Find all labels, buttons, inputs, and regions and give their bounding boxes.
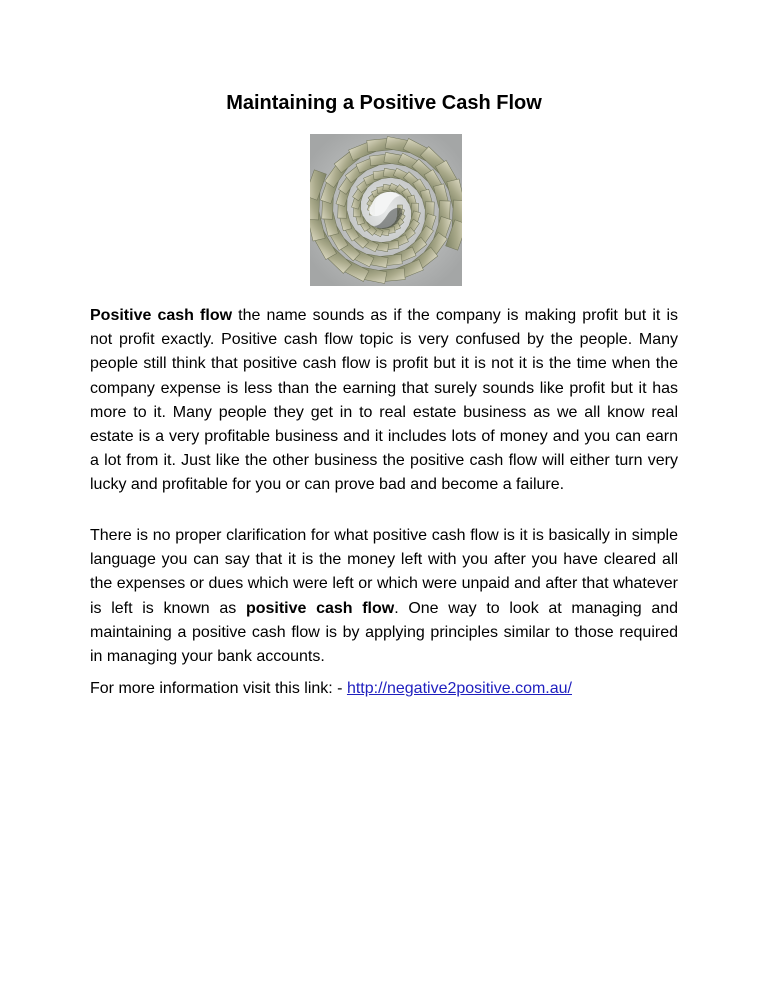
paragraph-2-bold: positive cash flow	[245, 599, 395, 617]
link-prefix: For more information visit this link: -	[90, 680, 347, 697]
info-link[interactable]: http://negative2positive.com.au/	[346, 680, 572, 697]
money-spiral-image	[310, 134, 462, 286]
paragraph-1	[90, 304, 678, 498]
page-title: Maintaining a Positive Cash Flow	[226, 92, 542, 114]
paragraph-3	[90, 677, 678, 701]
paragraph-2-text-after: . One way to look at managing and maintaining a positive cash flow is by applying principles similar to those required in managing your bank accounts.	[90, 599, 679, 666]
paragraph-1-lead: Positive cash flow	[90, 307, 233, 324]
paragraph-2	[90, 524, 678, 669]
paragraph-1-text: the name sounds as if the company is making profit but it is not profit exactly. Positive cash flow topic is very confused by the people. Many people still think that positive cash flow is profit but it is not it is the time when the company expense is less than the earning that surely sounds like profit but it has more to it. Many people they get in to real estate business as we all know real estate is a very profitable business and it includes lots of money and you can earn a lot from it. Just like the other business the positive cash flow will either turn very lucky and profitable for you or can prove bad and become a failure.	[90, 307, 678, 494]
paragraph-2-text-before: There is no proper clarification for what positive cash flow is it is basically in simple language you can say that it is the money left with you after you have cleared all the expenses or dues which were left or which were unpaid and after that whatever is left is known as	[90, 527, 678, 617]
